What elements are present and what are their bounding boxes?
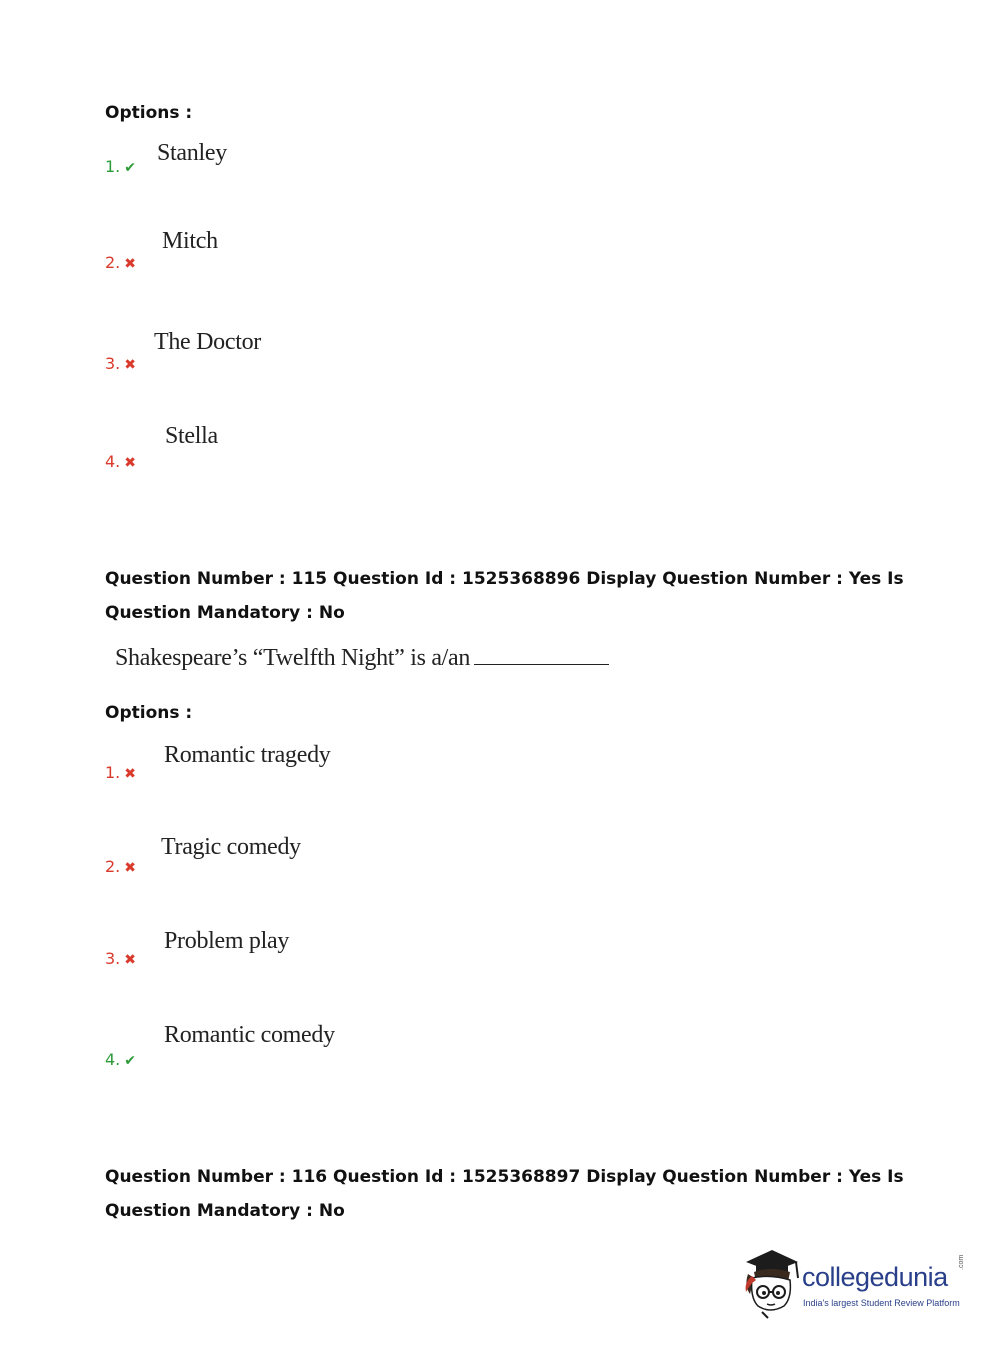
option-text: Romantic tragedy — [164, 742, 331, 768]
answer-blank — [474, 664, 609, 665]
logo-suffix: .com — [958, 1254, 965, 1270]
option-text: Mitch — [162, 228, 218, 254]
option-number — [105, 452, 136, 471]
logo-wordmark: collegedunia — [802, 1262, 948, 1292]
question-text — [115, 645, 609, 672]
option-number — [105, 157, 136, 176]
option-number — [105, 949, 136, 968]
check-icon: ✔ — [124, 160, 136, 176]
option-number — [105, 1050, 136, 1069]
option-text: Stanley — [157, 140, 227, 166]
option-number-label: 4. — [105, 1050, 121, 1069]
option-number — [105, 857, 136, 876]
collegedunia-logo — [740, 1248, 970, 1320]
option-number — [105, 253, 136, 272]
option-number-label: 2. — [105, 857, 121, 876]
cross-icon: ✖ — [124, 860, 136, 876]
option-number-label: 1. — [105, 157, 121, 176]
option-number-label: 3. — [105, 949, 121, 968]
option-text: The Doctor — [154, 329, 261, 355]
options-label: Options : — [105, 103, 193, 123]
option-number — [105, 354, 136, 373]
cross-icon: ✖ — [124, 256, 136, 272]
cross-icon: ✖ — [124, 357, 136, 373]
cross-icon: ✖ — [124, 766, 136, 782]
options-label: Options : — [105, 703, 193, 723]
option-number-label: 1. — [105, 763, 121, 782]
question-stem: Shakespeare’s “Twelfth Night” is a/an — [115, 645, 471, 671]
option-text: Stella — [165, 423, 218, 449]
cross-icon: ✖ — [124, 952, 136, 968]
option-text: Romantic comedy — [164, 1022, 335, 1048]
cross-icon: ✖ — [124, 455, 136, 471]
question-meta: Question Number : 116 Question Id : 1525368897 Display Question Number : Yes Is Question Mandatory : No — [105, 1167, 904, 1221]
mascot-icon — [740, 1248, 802, 1320]
option-number-label: 3. — [105, 354, 121, 373]
option-number-label: 4. — [105, 452, 121, 471]
option-number — [105, 763, 136, 782]
option-number-label: 2. — [105, 253, 121, 272]
logo-tagline: India's largest Student Review Platform — [803, 1298, 960, 1308]
option-text: Tragic comedy — [161, 834, 301, 860]
question-meta: Question Number : 115 Question Id : 1525368896 Display Question Number : Yes Is Question Mandatory : No — [105, 569, 904, 623]
check-icon: ✔ — [124, 1053, 136, 1069]
option-text: Problem play — [164, 928, 290, 954]
